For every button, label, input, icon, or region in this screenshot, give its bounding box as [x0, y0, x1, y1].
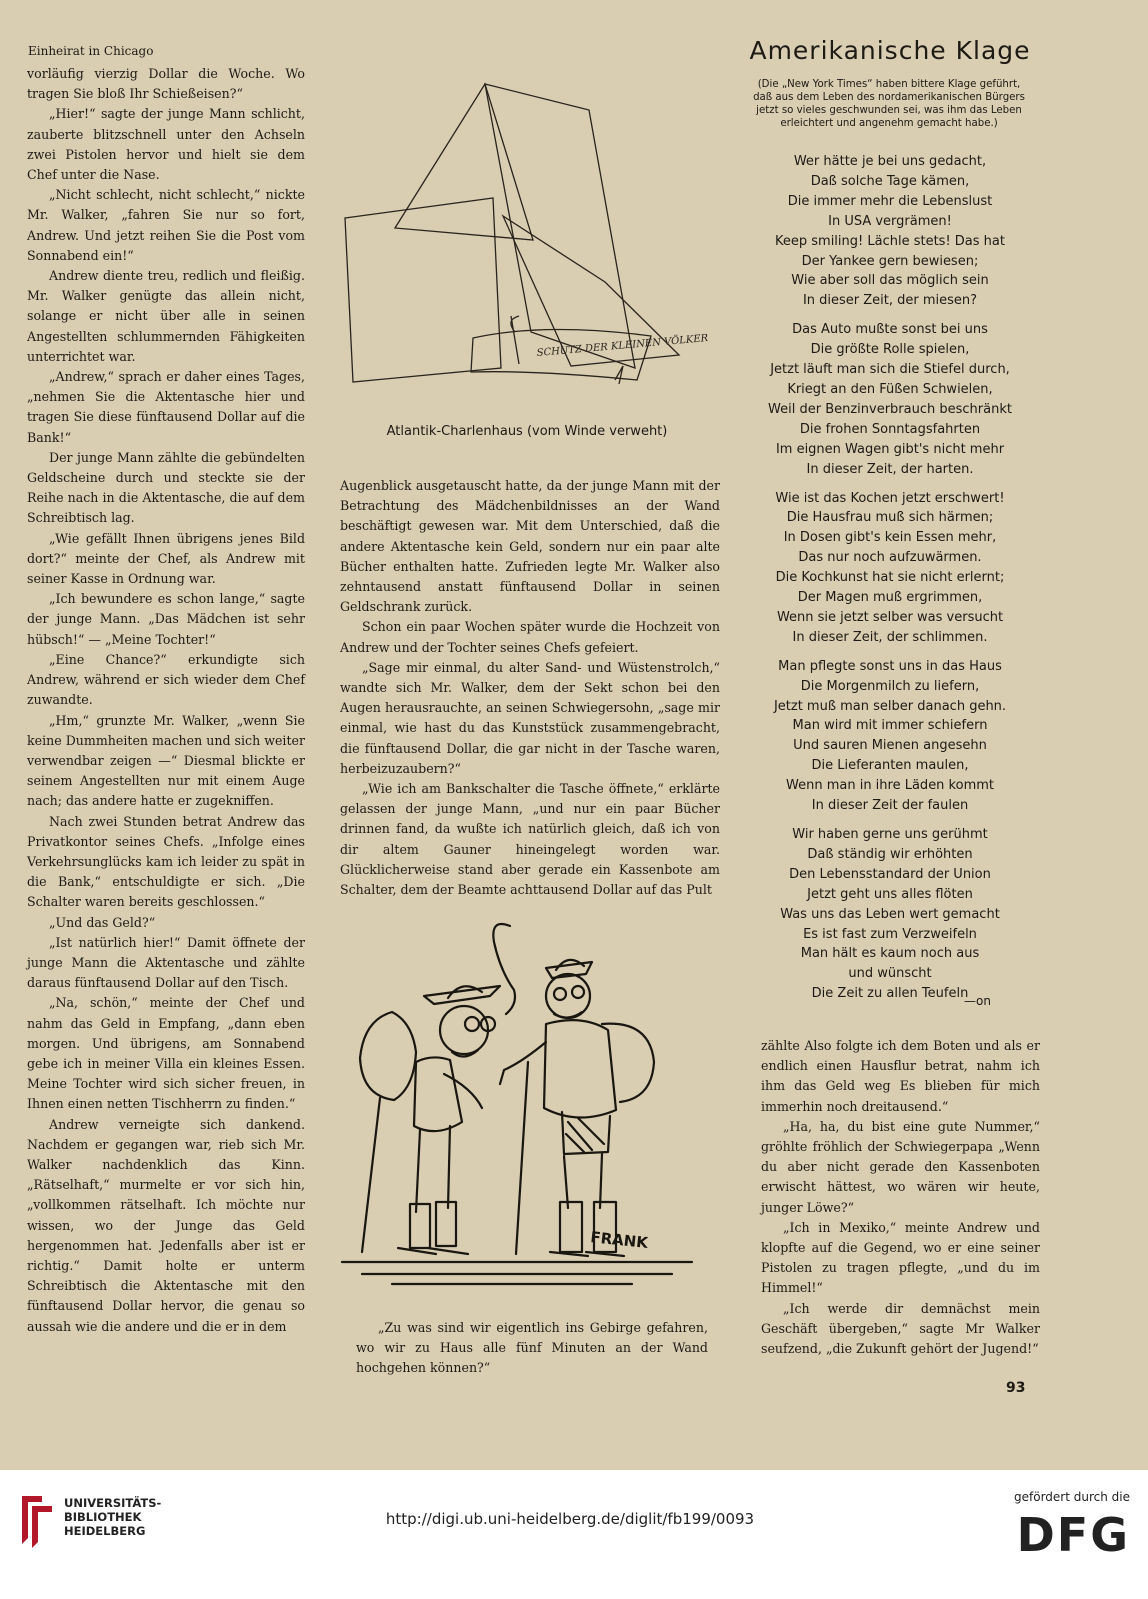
paragraph: „Wie ich am Bankschalter die Tasche öffnete,“ erklärte gelassen der junge Mann, „und nur ein paar Bücher drinnen fand, da wußte ich natürlich gleich, daß ich von dir altem Gauner hineingelegt worden war. Glücklicherweise stand aber gerade ein Kassenbote am Schalter, dem der Beamte achttausend Dollar auf das Pult	[340, 781, 720, 898]
poem-line: Wie aber soll das möglich sein	[791, 273, 989, 289]
poem-stanza	[740, 657, 1040, 816]
cartoon-hikers	[332, 912, 712, 1302]
logo-line-1: UNIVERSITÄTS-	[64, 1496, 162, 1510]
poem-line: Die Hausfrau muß sich härmen;	[786, 510, 994, 526]
paragraph: „Ha, ha, du bist eine gute Nummer,“ gröhlte fröhlich der Schwiegerpapa „Wenn du aber nicht gerade den Kassenboten erwischt hättest, wo wären wir heute, junger Löwe?“	[761, 1118, 1040, 1215]
paragraph: Andrew verneigte sich dankend. Nachdem er gegangen war, rieb sich Mr. Walker nachdenklich das Kinn. „Rätselhaft,“ murmelte er vor sich hin, „vollkommen rätselhaft. Ich möchte nur wissen, wo der Junge das Geld hergenommen hat. Jedenfalls aber ist er richtig.“ Damit holte er unterm Schreibtisch die Aktentasche mit den fünftausend Dollar hervor, die genau so aussah wie die andere und die er in dem	[27, 1116, 305, 1334]
poem-line: In USA vergrämen!	[828, 213, 952, 229]
paragraph: „Eine Chance?“ erkundigte sich Andrew, während er sich wieder dem Chef zuwandte.	[27, 651, 305, 708]
poem-line: Es ist fast zum Verzweifeln	[803, 926, 977, 942]
paragraph: Nach zwei Stunden betrat Andrew das Privatkontor seines Chefs. „Infolge eines Verkehrsunglücks kam ich leider zu spät in die Bank,“ entschuldigte er sich. „Die Schalter waren bereits geschlossen.“	[27, 813, 305, 910]
paragraph: Schon ein paar Wochen später wurde die Hochzeit von Andrew und der Tochter seines Chefs gefeiert.	[340, 619, 720, 655]
article-column-right	[761, 1036, 1040, 1359]
caption-bottom: „Zu was sind wir eigentlich ins Gebirge gefahren, wo wir zu Haus alle fünf Minuten an der Wand hochgehen können?“	[356, 1320, 708, 1376]
poem-line: Die Zeit zu allen Teufeln	[811, 986, 969, 1002]
poem-body	[740, 152, 1040, 1013]
poem-line: Wer hätte je bei uns gedacht,	[793, 154, 987, 169]
poem-line: Man hält es kaum noch aus	[800, 946, 980, 962]
paragraph: Augenblick ausgetauscht hatte, da der junge Mann mit der Betrachtung des Mädchenbildnisses an der Wand beschäftigt gewesen war. Mit dem Unterschied, daß die andere Aktentasche kein Geld, sondern nur ein paar alte Bücher enthalten hatte. Zufrieden legte Mr. Walker also zehntausend anstatt fünftausend Dollar in seinen Geldschrank zurück.	[340, 478, 720, 615]
poem-line: und wünscht	[848, 966, 932, 982]
paragraph: vorläufig vierzig Dollar die Woche. Wo tragen Sie bloß Ihr Schießeisen?“	[27, 66, 305, 102]
paragraph: „Hier!“ sagte der junge Mann schlicht, zauberte blitzschnell unter den Achseln zwei Pistolen hervor und hielt sie dem Chef unter die Nase.	[27, 106, 305, 183]
article-column-left	[27, 64, 305, 1337]
poem-line: Jetzt läuft man sich die Stiefel durch,	[770, 362, 1010, 378]
poem-line: Man wird mit immer schiefern	[792, 718, 988, 734]
permalink-url[interactable]: http://digi.ub.uni-heidelberg.de/diglit/fb199/0093	[385, 1510, 755, 1528]
poem-line: Die Morgenmilch zu liefern,	[800, 678, 980, 694]
poem-stanza	[740, 320, 1040, 479]
poem-line: In dieser Zeit, der schlimmen.	[792, 629, 988, 645]
cartoon-signature: FRANK	[589, 1228, 649, 1252]
poem-line: Den Lebensstandard der Union	[789, 866, 991, 882]
poem-line: Wie ist das Kochen jetzt erschwert!	[775, 490, 1005, 506]
sketch-lettering: SCHUTZ DER KLEINEN VÖLKER	[536, 333, 709, 359]
poem-line: Jetzt muß man selber danach gehn.	[773, 698, 1007, 714]
footer-bar	[0, 1470, 1148, 1599]
poem-line: In dieser Zeit, der miesen?	[802, 293, 978, 309]
paragraph: „Na, schön,“ meinte der Chef und nahm das Geld in Empfang, „dann eben morgen. Und übrigens, am Sonnabend gebe ich in meiner Villa ein kleines Essen. Meine Tochter wird sich sicher freuen, in Ihnen einen netten Tischherrn zu finden.“	[27, 995, 305, 1112]
poem-line: Was uns das Leben wert gemacht	[780, 906, 1000, 922]
paragraph: „Hm,“ grunzte Mr. Walker, „wenn Sie keine Dummheiten machen und sich weiter verwendbar zeigen —“ Diesmal blickte er seinem Angestellten nur mit einem Auge nach; das andere hatte er zugekniffen.	[27, 712, 305, 809]
poem-line: Wenn sie jetzt selber was versucht	[776, 609, 1004, 625]
logo-line-3: HEIDELBERG	[64, 1524, 146, 1538]
poem-line: Die frohen Sonntagsfahrten	[799, 421, 981, 437]
poem-line: Der Magen muß ergrimmen,	[797, 590, 983, 606]
poem-stanza	[740, 489, 1040, 648]
sketch-sail-left	[345, 198, 501, 382]
poem-signature: —on	[964, 994, 991, 1008]
poem-intro: (Die „New York Times“ haben bittere Klage geführt, daß aus dem Leben des nordamerikanischen Bürgers jetzt so vieles geschwunden sei, was ihm das Leben erleichtert und angenehm gemacht habe.)	[753, 79, 1025, 129]
paragraph: „Ich in Mexiko,“ meinte Andrew und klopfte auf die Gegend, wo er eine seiner Pistolen zu tragen pflegte, „und du im Himmel!“	[761, 1219, 1040, 1296]
poem-stanza	[740, 825, 1040, 1004]
sketch-sail-mid	[395, 84, 533, 240]
paragraph: „Wie gefällt Ihnen übrigens jenes Bild dort?“ meinte der Chef, als Andrew mit seiner Kasse in Ordnung war.	[27, 530, 305, 587]
poem-line: Und sauren Mienen angesehn	[793, 738, 987, 754]
poem-line: Wir haben gerne uns gerühmt	[792, 827, 988, 842]
poem-line: Keep smiling! Lächle stets! Das hat	[775, 233, 1005, 249]
paragraph: „Ist natürlich hier!“ Damit öffnete der junge Mann die Aktentasche und zählte daraus fünftausend Dollar auf den Tisch.	[27, 934, 305, 991]
speech-swirl	[493, 924, 515, 1014]
poem-line: Daß ständig wir erhöhten	[807, 846, 973, 862]
university-logo-icon	[18, 1492, 58, 1548]
poem-line: Das nur noch aufzuwärmen.	[798, 550, 982, 566]
poem-line: Kriegt an den Füßen Schwielen,	[787, 381, 993, 397]
poem-line: In Dosen gibt's kein Essen mehr,	[783, 530, 997, 546]
poem-line: Weil der Benzinverbrauch beschränkt	[768, 401, 1012, 417]
poem-line: Der Yankee gern bewiesen;	[801, 253, 979, 269]
paragraph: „Und das Geld?“	[49, 914, 156, 930]
running-head: Einheirat in Chicago	[28, 44, 154, 58]
poem-line: Im eignen Wagen gibt's nicht mehr	[775, 441, 1005, 457]
page-number: 93	[1006, 1380, 1026, 1396]
poem-line: Daß solche Tage kämen,	[810, 173, 970, 189]
paragraph: „Nicht schlecht, nicht schlecht,“ nickte Mr. Walker, „fahren Sie nur so fort, Andrew. Und jetzt reihen Sie die Post vom Sonnabend ein!“	[27, 187, 305, 263]
paragraph: „Sage mir einmal, du alter Sand- und Wüstenstrolch,“ wandte sich Mr. Walker, dem der Sekt schon bei den Augen herausrauchte, an seinen Schwiegersohn, „sage mir einmal, wie hast du das Kunststück zusammengebracht, die fünftausend Dollar, die gar nicht in der Tasche waren, herbeizuzaubern?“	[340, 659, 720, 776]
poem-line: In dieser Zeit, der harten.	[806, 461, 974, 477]
caption-top: Atlantik-Charlenhaus (vom Winde verweht)	[386, 424, 668, 439]
paragraph: „Andrew,“ sprach er daher eines Tages, „nehmen Sie die Aktentasche hier und tragen Sie diese fünftausend Dollar auf die Bank!“	[27, 369, 305, 445]
poem-line: Die Kochkunst hat sie nicht erlernt;	[775, 570, 1005, 586]
sketch-illustration	[335, 70, 715, 400]
poem-title: Amerikanische Klage	[749, 36, 1031, 65]
paragraph: „Ich bewundere es schon lange,“ sagte der junge Mann. „Das Mädchen ist sehr hübsch!“ — „Meine Tochter!“	[27, 591, 305, 647]
poem-line: Das Auto mußte sonst bei uns	[792, 322, 988, 338]
paragraph: Der junge Mann zählte die gebündelten Geldscheine durch und steckte sie der Reihe nach in die Aktentasche, die auf dem Schreibtisch lag.	[27, 449, 305, 526]
article-column-middle	[340, 476, 720, 900]
poem-line: In dieser Zeit der faulen	[811, 798, 969, 814]
poem-line: Jetzt geht uns alles flöten	[807, 886, 973, 902]
sponsor-text: gefördert durch die	[1014, 1490, 1130, 1504]
poem-line: Die immer mehr die Lebenslust	[787, 193, 993, 209]
poem-line: Die Lieferanten maulen,	[811, 758, 969, 774]
dfg-logo: DFG	[1016, 1508, 1130, 1562]
poem-line: Die größte Rolle spielen,	[810, 342, 970, 358]
poem-line: Wenn man in ihre Läden kommt	[786, 778, 994, 794]
poem-stanza	[740, 152, 1040, 311]
logo-line-2: BIBLIOTHEK	[64, 1510, 142, 1524]
paragraph: Andrew diente treu, redlich und fleißig. Mr. Walker genügte das allein nicht, solange er nicht über alle in seinen Angestellten schlummernden Fähigkeiten unterrichtet war.	[27, 268, 305, 364]
poem-line: Man pflegte sonst uns in das Haus	[778, 658, 1002, 674]
university-logo-text	[64, 1496, 161, 1538]
paragraph: „Ich werde dir demnächst mein Geschäft übergeben,“ sagte Mr Walker seufzend, „die Zukunft gehört der Jugend!“	[761, 1300, 1040, 1357]
paragraph: zählte Also folgte ich dem Boten und als er endlich einen Hausflur betrat, nahm ich ihm das Geld weg Es blieben für mich immerhin noch dreitausend.“	[761, 1038, 1040, 1114]
